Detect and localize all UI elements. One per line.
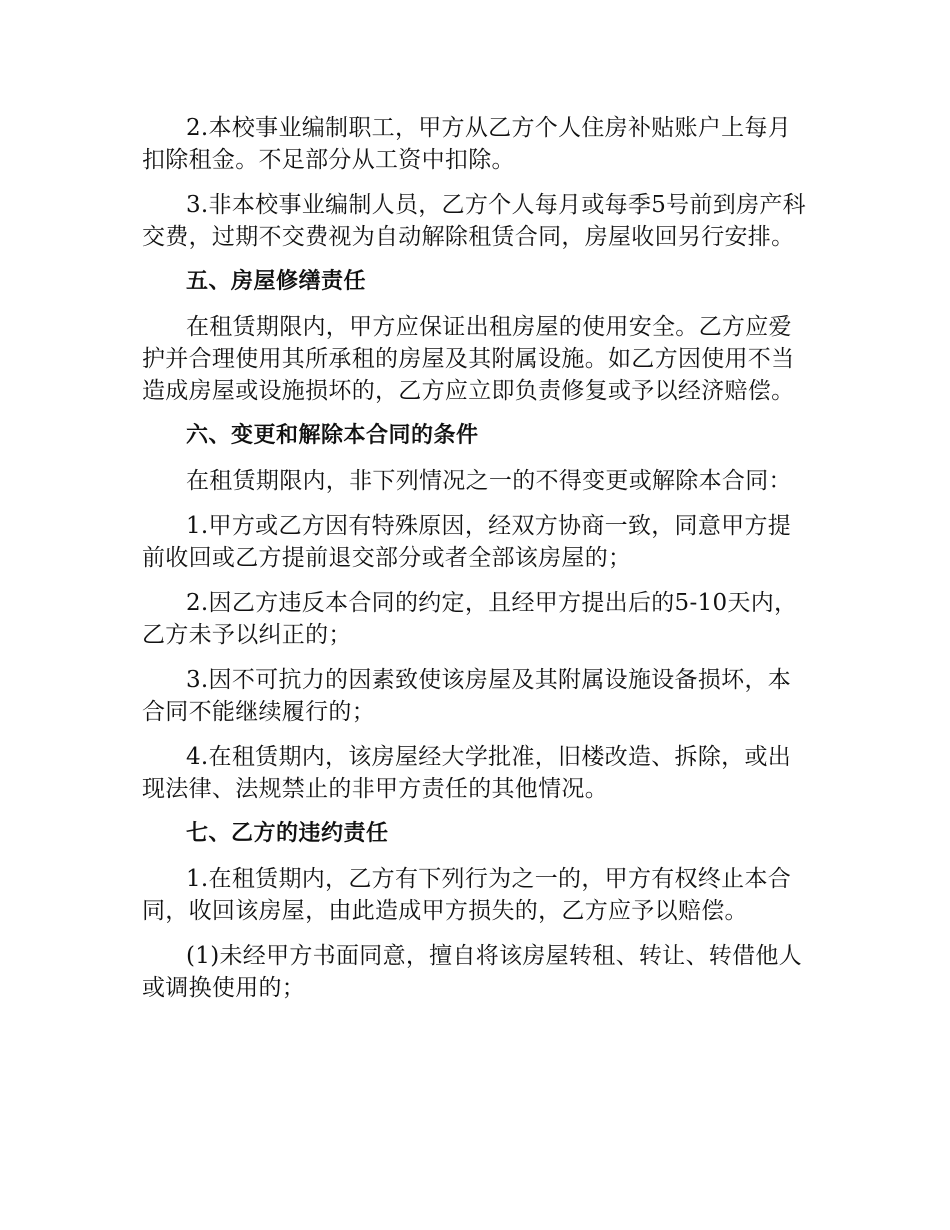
termination-intro-paragraph: 在租赁期限内，非下列情况之一的不得变更或解除本合同： [186,468,792,494]
termination-condition-4: 4.在租赁期内，该房屋经大学批准，旧楼改造、拆除，或出现法律、法规禁止的非甲方责任的其他情况。 [142,744,792,802]
section-heading-repair: 五、房屋修缮责任 [186,269,367,294]
section-heading-termination: 六、变更和解除本合同的条件 [186,423,479,448]
repair-responsibility-paragraph: 在租赁期限内，甲方应保证出租房屋的使用安全。乙方应爱护并合理使用其所承租的房屋及其附属设施。如乙方因使用不当造成房屋或设施损坏的，乙方应立即负责修复或予以经济赔偿。 [142,314,795,404]
clause-3-non-staff-payment: 3.非本校事业编制人员，乙方个人每月或每季5号前到房产科交费，过期不交费视为自动解除租赁合同，房屋收回另行安排。 [142,192,806,250]
termination-condition-3: 3.因不可抗力的因素致使该房屋及其附属设施设备损坏，本合同不能继续履行的； [142,667,792,725]
section-heading-breach: 七、乙方的违约责任 [186,821,389,846]
document-page [142,112,810,1017]
clause-2-rent-deduction: 2.本校事业编制职工，甲方从乙方个人住房补贴账户上每月扣除租金。不足部分从工资中扣除。 [142,115,792,173]
breach-clause-1: 1.在租赁期内，乙方有下列行为之一的，甲方有权终止本合同，收回该房屋，由此造成甲方损失的，乙方应予以赔偿。 [142,866,792,924]
breach-item-1: (1)未经甲方书面同意，擅自将该房屋转租、转让、转借他人或调换使用的； [142,943,802,1001]
termination-condition-1: 1.甲方或乙方因有特殊原因，经双方协商一致，同意甲方提前收回或乙方提前退交部分或者全部该房屋的； [142,513,792,571]
termination-condition-2: 2.因乙方违反本合同的约定，且经甲方提出后的5-10天内，乙方未予以纠正的； [142,590,798,648]
